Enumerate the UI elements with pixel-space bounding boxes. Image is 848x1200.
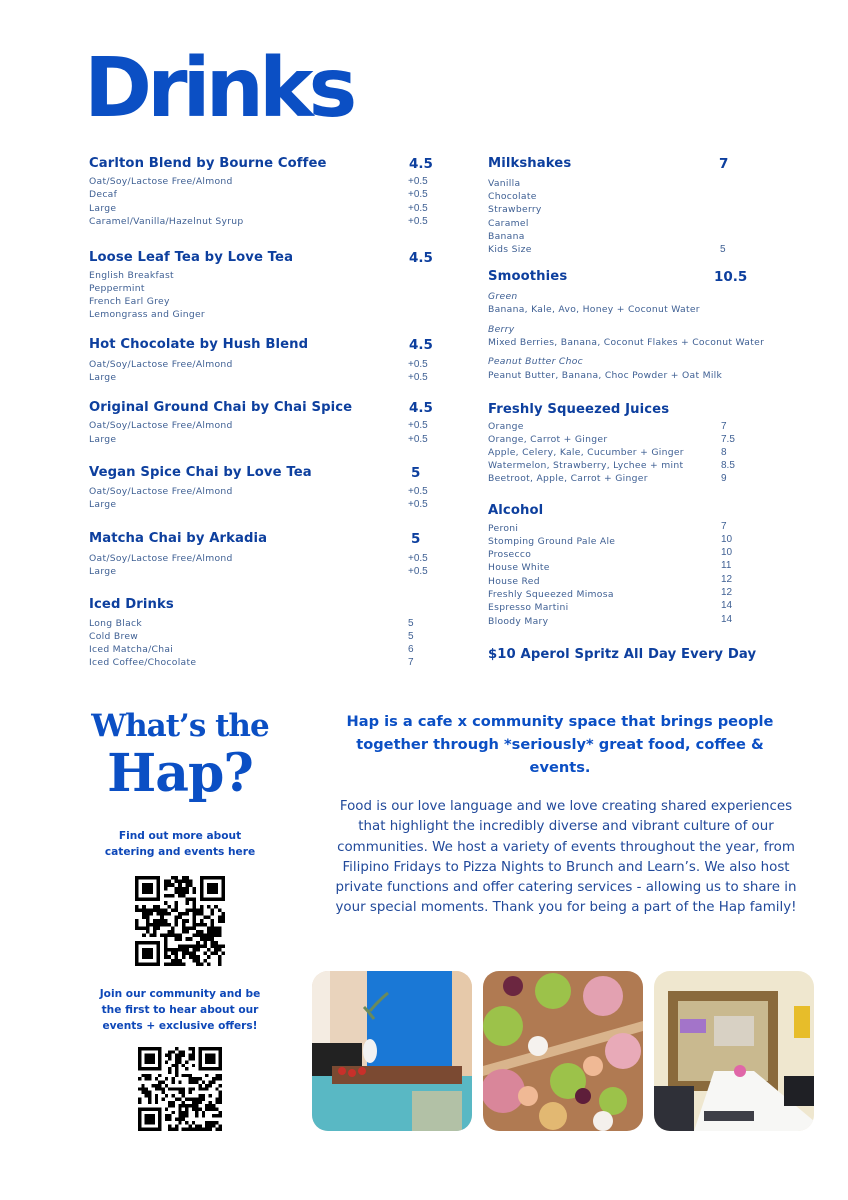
catering-qr-code[interactable] xyxy=(135,876,225,970)
smoothie-ingredients: Mixed Berries, Banana, Coconut Flakes + Coconut Water xyxy=(488,337,765,348)
menu-item-price: 5 xyxy=(408,631,414,642)
community-qr-code[interactable] xyxy=(138,1047,222,1135)
menu-item-price: 7 xyxy=(721,421,727,432)
menu-section-heading: Alcohol xyxy=(488,503,544,518)
menu-item: Large xyxy=(89,434,117,445)
menu-item: Apple, Celery, Kale, Cucumber + Ginger xyxy=(488,447,684,458)
menu-item: Long Black xyxy=(89,618,143,629)
menu-item: Watermelon, Strawberry, Lychee + mint xyxy=(488,460,684,471)
menu-item: French Earl Grey xyxy=(89,296,170,307)
community-promo xyxy=(70,986,290,1034)
menu-item: House White xyxy=(488,562,550,573)
menu-section-heading: Milkshakes xyxy=(488,156,572,171)
smoothie-name: Peanut Butter Choc xyxy=(488,356,583,367)
menu-item: Bloody Mary xyxy=(488,616,549,627)
menu-section-heading: Smoothies xyxy=(488,269,568,284)
menu-section-heading: Vegan Spice Chai by Love Tea xyxy=(89,465,312,480)
catering-promo-line1: Find out more about xyxy=(118,830,242,842)
menu-item-price: 5 xyxy=(720,244,726,255)
menu-item-price: 9 xyxy=(721,473,727,484)
menu-item: English Breakfast xyxy=(89,270,174,281)
menu-item: Prosecco xyxy=(488,549,532,560)
menu-item-price: +0.5 xyxy=(408,420,428,431)
menu-section-price: 10.5 xyxy=(714,269,748,285)
menu-section-heading: Hot Chocolate by Hush Blend xyxy=(89,337,309,352)
community-promo-line1: Join our community and be xyxy=(99,988,261,1000)
menu-section-price: 7 xyxy=(719,156,729,172)
catering-promo xyxy=(70,828,290,860)
hap-heading xyxy=(70,706,290,802)
menu-item: Beetroot, Apple, Carrot + Ginger xyxy=(488,473,648,484)
menu-item: Large xyxy=(89,566,117,577)
menu-item: Oat/Soy/Lactose Free/Almond xyxy=(89,553,233,564)
menu-section-price: 5 xyxy=(411,465,421,481)
menu-section-price: 4.5 xyxy=(409,400,433,416)
menu-item: Decaf xyxy=(89,189,118,200)
menu-item-price: 14 xyxy=(721,614,733,625)
menu-item-price: 6 xyxy=(408,644,414,655)
menu-item: Iced Matcha/Chai xyxy=(89,644,174,655)
menu-section-heading: Matcha Chai by Arkadia xyxy=(89,531,268,546)
menu-item-price: 10 xyxy=(721,534,733,545)
menu-item: Orange, Carrot + Ginger xyxy=(488,434,608,445)
intro-paragraph: Food is our love language and we love creating shared experiences that highlight the incredibly diverse and vibrant culture of our communities. We host a variety of events throughout the year, from Filipino Fridays to Pizza Nights to Brunch and Learn’s. We also host private functions and offer catering services - allowing us to share in your special moments. Thank you for being a part of the Hap family! xyxy=(335,799,797,916)
menu-item: Vanilla xyxy=(488,178,521,189)
menu-item-price: +0.5 xyxy=(408,372,428,383)
aperol-special: $10 Aperol Spritz All Day Every Day xyxy=(488,647,757,662)
menu-item: Freshly Squeezed Mimosa xyxy=(488,589,614,600)
smoothie-ingredients: Banana, Kale, Avo, Honey + Coconut Water xyxy=(488,304,700,315)
menu-section-heading: Freshly Squeezed Juices xyxy=(488,402,670,417)
menu-item-price: 11 xyxy=(721,560,732,571)
menu-section-price: 4.5 xyxy=(409,337,433,353)
menu-item: Oat/Soy/Lactose Free/Almond xyxy=(89,176,233,187)
menu-item-price: +0.5 xyxy=(408,203,428,214)
menu-item-price: 12 xyxy=(721,574,733,585)
catering-promo-line2: catering and events here xyxy=(104,846,256,858)
community-promo-line2: the first to hear about our xyxy=(101,1004,259,1016)
menu-item: Large xyxy=(89,372,117,383)
photo-grazing-platter xyxy=(483,971,643,1131)
menu-item: Peroni xyxy=(488,523,519,534)
menu-item: Banana xyxy=(488,231,525,242)
smoothie-name: Berry xyxy=(488,324,515,335)
menu-item-price: +0.5 xyxy=(408,486,428,497)
photo-catering-table xyxy=(312,971,472,1131)
menu-item: Peppermint xyxy=(89,283,145,294)
menu-item-price: 7 xyxy=(721,521,727,532)
menu-item-price: 5 xyxy=(408,618,414,629)
menu-item: Oat/Soy/Lactose Free/Almond xyxy=(89,359,233,370)
hap-heading-line1: What’s the xyxy=(91,708,269,744)
menu-item-price: +0.5 xyxy=(408,434,428,445)
menu-item: Large xyxy=(89,203,117,214)
menu-item: Large xyxy=(89,499,117,510)
menu-item-price: 7.5 xyxy=(721,434,735,445)
menu-item-price: +0.5 xyxy=(408,499,428,510)
menu-item-price: +0.5 xyxy=(408,553,428,564)
menu-item-price: 7 xyxy=(408,657,414,668)
smoothie-ingredients: Peanut Butter, Banana, Choc Powder + Oat Milk xyxy=(488,370,723,381)
menu-section-heading: Carlton Blend by Bourne Coffee xyxy=(89,156,327,171)
menu-section-heading: Loose Leaf Tea by Love Tea xyxy=(89,250,294,265)
menu-item-price: 8.5 xyxy=(721,460,735,471)
menu-item: Stomping Ground Pale Ale xyxy=(488,536,616,547)
menu-item: Oat/Soy/Lactose Free/Almond xyxy=(89,486,233,497)
hap-heading-line2: Hap? xyxy=(107,743,253,804)
menu-section-heading: Original Ground Chai by Chai Spice xyxy=(89,400,353,415)
menu-item: Caramel xyxy=(488,218,529,229)
menu-item: Cold Brew xyxy=(89,631,139,642)
menu-item-price: +0.5 xyxy=(408,566,428,577)
menu-item-price: +0.5 xyxy=(408,359,428,370)
menu-item-price: 12 xyxy=(721,587,733,598)
menu-item-price: 14 xyxy=(721,600,733,611)
intro-tagline: Hap is a cafe x community space that brings people together through *seriously* great food, coffee & events. xyxy=(346,713,774,776)
menu-item-price: 8 xyxy=(721,447,727,458)
menu-item: Iced Coffee/Chocolate xyxy=(89,657,197,668)
menu-section-price: 5 xyxy=(411,531,421,547)
menu-item: Chocolate xyxy=(488,191,537,202)
menu-item: Caramel/Vanilla/Hazelnut Syrup xyxy=(89,216,244,227)
menu-item-price: +0.5 xyxy=(408,176,428,187)
community-promo-line3: events + exclusive offers! xyxy=(102,1020,258,1032)
menu-section-heading: Iced Drinks xyxy=(89,597,174,612)
page-title: Drinks xyxy=(84,41,353,136)
menu-item: House Red xyxy=(488,576,540,587)
smoothie-name: Green xyxy=(488,291,518,302)
menu-item-price: +0.5 xyxy=(408,216,428,227)
menu-section-price: 4.5 xyxy=(409,250,433,266)
menu-item: Espresso Martini xyxy=(488,602,569,613)
menu-item-price: +0.5 xyxy=(408,189,428,200)
photo-restaurant-interior xyxy=(654,971,814,1131)
menu-item: Lemongrass and Ginger xyxy=(89,309,205,320)
menu-item: Orange xyxy=(488,421,524,432)
menu-item-price: 10 xyxy=(721,547,733,558)
menu-item: Strawberry xyxy=(488,204,542,215)
menu-item: Oat/Soy/Lactose Free/Almond xyxy=(89,420,233,431)
menu-item: Kids Size xyxy=(488,244,532,255)
menu-section-price: 4.5 xyxy=(409,156,433,172)
